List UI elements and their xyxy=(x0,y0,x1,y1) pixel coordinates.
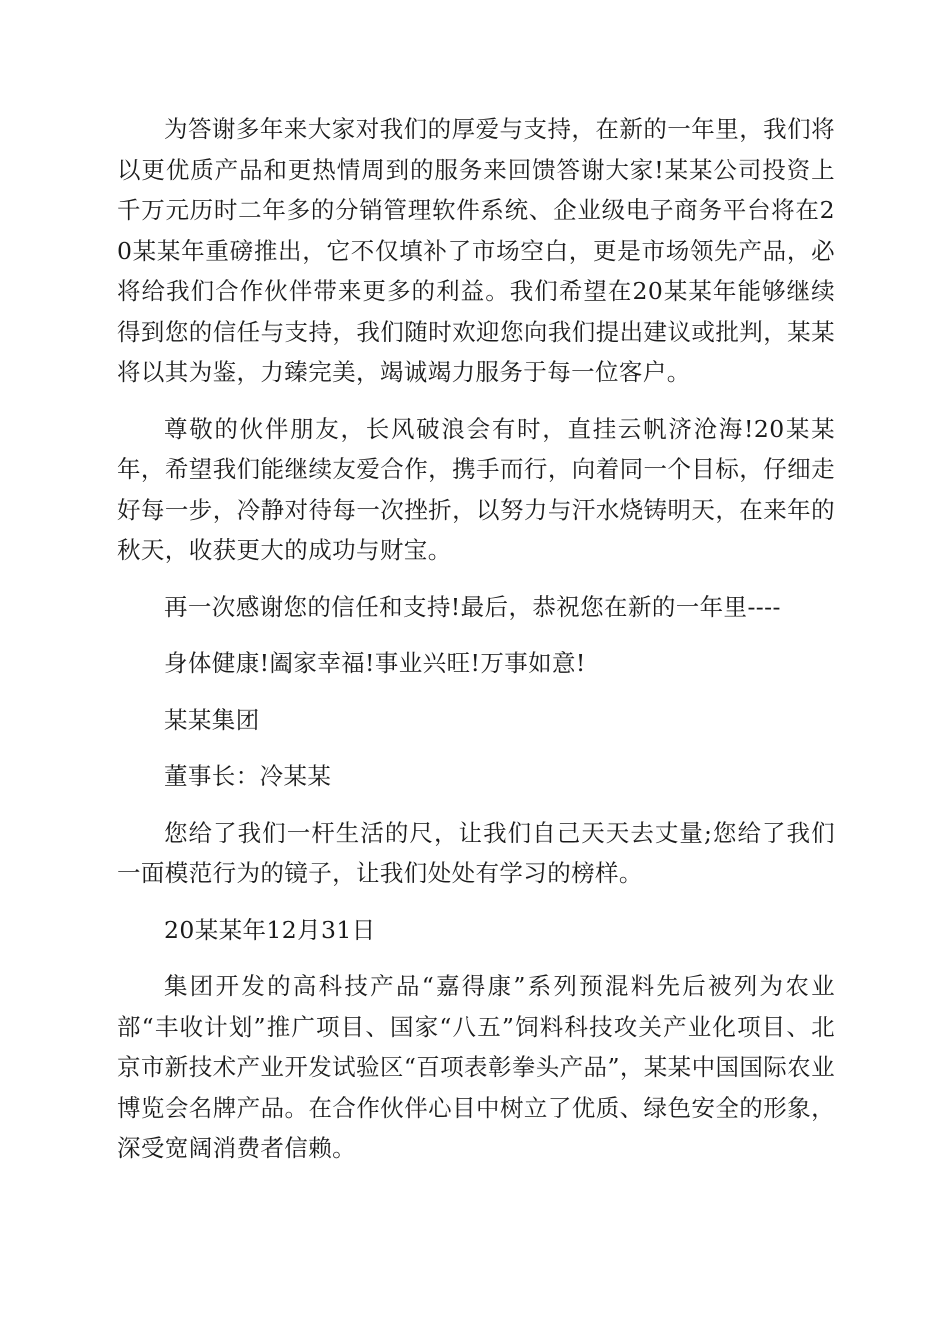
signature-company: 某某集团 xyxy=(164,705,260,734)
paragraph-products: 集团开发的高科技产品“嘉得康”系列预混料先后被列为农业部“丰收计划”推广项目、国家“八五”饲料科技攻关产业化项目、北京市新技术产业开发试验区“百项表彰拳头产品”，某某中国国际农业博览会名牌产品。在合作伙伴心目中树立了优质、绿色安全的形象，深受宽阔消费者信赖。 xyxy=(117,972,835,1162)
paragraph-ruler: 您给了我们一杆生活的尺，让我们自己天天去丈量;您给了我们一面模范行为的镜子，让我们处处有学习的榜样。 xyxy=(117,818,835,887)
document-date: 20某某年12月31日 xyxy=(164,915,376,944)
paragraph-thanks: 为答谢多年来大家对我们的厚爱与支持，在新的一年里，我们将以更优质产品和更热情周到的服务来回馈答谢大家!某某公司投资上千万元历时二年多的分销管理软件系统、企业级电子商务平台将在20某某年重磅推出，它不仅填补了市场空白，更是市场领先产品，必将给我们合作伙伴带来更多的利益。我们希望在20某某年能够继续得到您的信任与支持，我们随时欢迎您向我们提出建议或批判，某某将以其为鉴，力臻完美，竭诚竭力服务于每一位客户。 xyxy=(117,115,835,386)
document-body xyxy=(117,109,835,1169)
paragraph-wishes: 身体健康!阖家幸福!事业兴旺!万事如意! xyxy=(164,649,586,677)
signature-chairman: 董事长：冷某某 xyxy=(164,762,332,790)
paragraph-partners: 尊敬的伙伴朋友，长风破浪会有时，直挂云帆济沧海!20某某年，希望我们能继续友爱合作，携手而行，向着同一个目标，仔细走好每一步，冷静对待每一次挫折，以努力与汗水烧铸明天，在来年的秋天，收获更大的成功与财宝。 xyxy=(117,414,835,564)
paragraph-closing: 再一次感谢您的信任和支持!最后，恭祝您在新的一年里---- xyxy=(164,592,781,621)
